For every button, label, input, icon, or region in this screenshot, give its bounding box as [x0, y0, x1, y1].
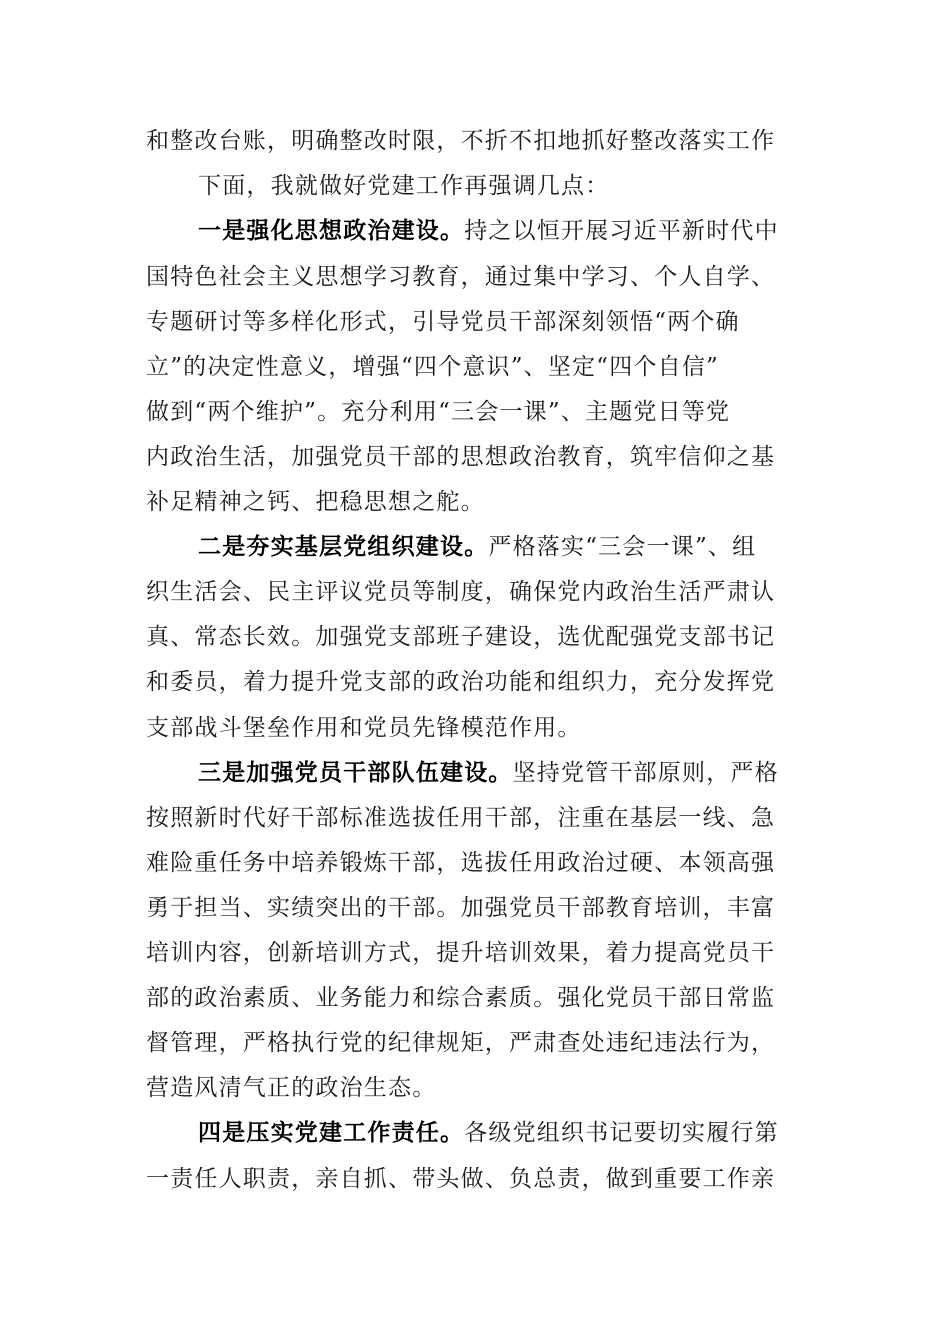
paragraph-line [146, 397, 806, 427]
paragraph-line [146, 126, 806, 156]
section-heading: 三是加强党员干部队伍建设。 [198, 759, 513, 786]
line-text: 持之以恒开展习近平新时代中 [464, 218, 779, 244]
paragraph-line [146, 442, 806, 472]
paragraph-line [146, 487, 806, 517]
paragraph-first-line [198, 758, 806, 788]
line-text: 国特色社会主义思想学习教育，通过集中学习、个人自学、 [146, 264, 776, 290]
paragraph-first-line [198, 532, 806, 562]
paragraph-line [146, 983, 806, 1013]
paragraph-line [146, 848, 806, 878]
paragraph-line [146, 577, 806, 607]
paragraph-line [146, 713, 806, 743]
paragraph-line [146, 622, 806, 652]
paragraph-line [146, 938, 806, 968]
line-text: 下面，我就做好党建工作再强调几点： [198, 173, 610, 199]
line-text: 和委员，着力提升党支部的政治功能和组织力，充分发挥党 [146, 669, 776, 695]
paragraph-line [146, 1164, 806, 1194]
line-text: 营造风清气正的政治生态。 [146, 1075, 437, 1101]
line-text: 坚持党管干部原则，严格 [512, 760, 779, 786]
paragraph-first-line [198, 171, 806, 201]
section-heading: 一是强化思想政治建设。 [198, 217, 465, 244]
line-text: 勇于担当、实绩突出的干部。加强党员干部教育培训，丰富 [146, 895, 776, 921]
paragraph-first-line [198, 216, 806, 246]
line-text: 部的政治素质、业务能力和综合素质。强化党员干部日常监 [146, 985, 776, 1011]
line-text: 立”的决定性意义，增强“四个意识”、坚定“四个自信” [146, 354, 719, 380]
line-text: 培训内容，创新培训方式，提升培训效果，着力提高党员干 [146, 940, 776, 966]
paragraph-line [146, 803, 806, 833]
line-text: 一责任人职责，亲自抓、带头做、负总责，做到重要工作亲 [146, 1166, 776, 1192]
paragraph-first-line [198, 1118, 806, 1148]
line-text: 内政治生活，加强党员干部的思想政治教育，筑牢信仰之基 [146, 444, 776, 470]
paragraph-line [146, 262, 806, 292]
section-heading: 四是压实党建工作责任。 [198, 1119, 465, 1146]
section-heading: 二是夯实基层党组织建设。 [198, 533, 489, 560]
line-text: 难险重任务中培养锻炼干部，选拔任用政治过硬、本领高强 [146, 850, 776, 876]
line-text: 各级党组织书记要切实履行第 [464, 1120, 779, 1146]
paragraph-line [146, 1028, 806, 1058]
paragraph-line [146, 352, 806, 382]
paragraph-line [146, 307, 806, 337]
line-text: 和整改台账，明确整改时限，不折不扣地抓好整改落实工作 [146, 128, 776, 154]
line-text: 织生活会、民主评议党员等制度，确保党内政治生活严肃认 [146, 579, 776, 605]
line-text: 真、常态长效。加强党支部班子建设，选优配强党支部书记 [146, 624, 776, 650]
line-text: 专题研讨等多样化形式，引导党员干部深刻领悟“两个确 [146, 309, 740, 335]
line-text: 做到“两个维护”。充分利用“三会一课”、主题党日等党 [146, 399, 731, 425]
paragraph-line [146, 667, 806, 697]
line-text: 督管理，严格执行党的纪律规矩，严肃查处违纪违法行为， [146, 1030, 776, 1056]
line-text: 按照新时代好干部标准选拔任用干部，注重在基层一线、急 [146, 805, 776, 831]
line-text: 严格落实“三会一课”、组 [488, 534, 757, 560]
line-text: 支部战斗堡垒作用和党员先锋模范作用。 [146, 715, 582, 741]
paragraph-line [146, 893, 806, 923]
paragraph-line [146, 1073, 806, 1103]
line-text: 补足精神之钙、把稳思想之舵。 [146, 489, 485, 515]
